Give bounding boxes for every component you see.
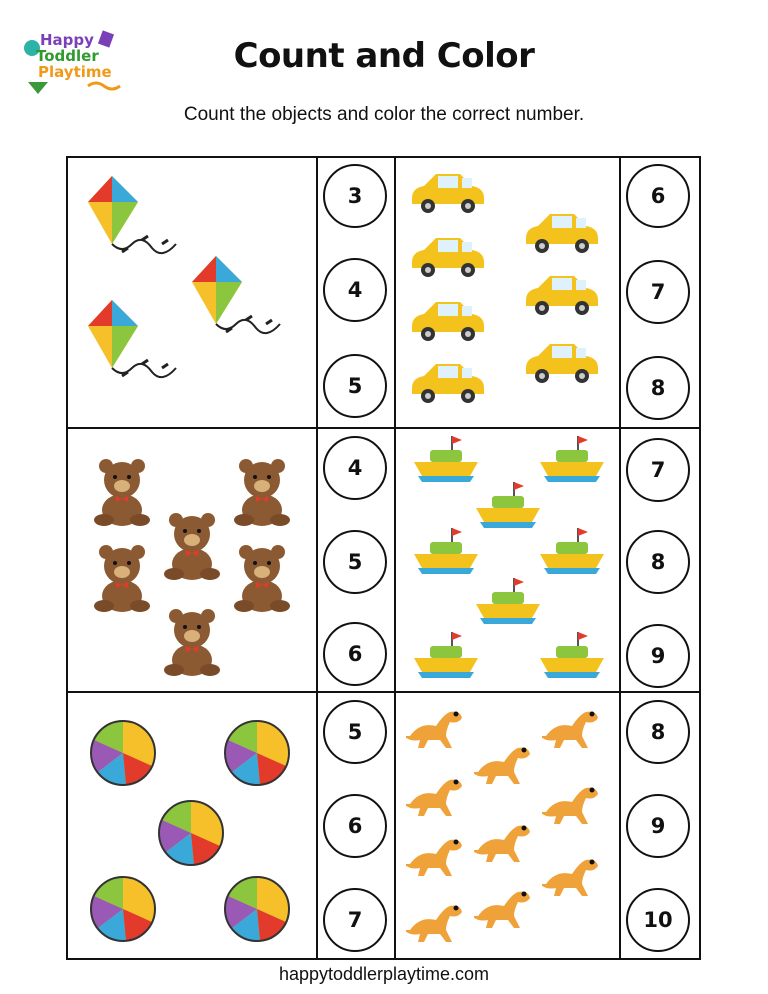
beach-ball-icon	[224, 876, 290, 946]
brand-line3: Playtime	[38, 63, 112, 81]
kite-icon	[86, 174, 196, 288]
toy-boat-icon	[474, 478, 542, 536]
toy-boat-icon	[538, 524, 606, 582]
toy-dinosaur-icon	[542, 854, 602, 902]
toy-car-icon	[522, 270, 602, 322]
toy-car-icon	[522, 338, 602, 390]
toy-car-icon	[408, 168, 488, 220]
answer-option[interactable]: 7	[323, 888, 387, 952]
answer-option[interactable]: 8	[626, 530, 690, 594]
toy-dinosaur-icon	[474, 886, 534, 934]
toy-dinosaur-icon	[542, 782, 602, 830]
toy-dinosaur-icon	[406, 706, 466, 754]
teddy-bear-icon	[90, 544, 154, 618]
kite-icon	[86, 298, 196, 412]
answer-option[interactable]: 10	[626, 888, 690, 952]
brand-line2: Toddler	[36, 47, 99, 65]
toy-car-icon	[408, 232, 488, 284]
toy-boat-icon	[412, 524, 480, 582]
answer-option[interactable]: 7	[626, 438, 690, 502]
answer-option[interactable]: 5	[323, 700, 387, 764]
answer-option[interactable]: 6	[323, 622, 387, 686]
teddy-bear-icon	[90, 458, 154, 532]
toy-boat-icon	[412, 432, 480, 490]
answer-option[interactable]: 6	[626, 164, 690, 228]
teddy-bear-icon	[230, 544, 294, 618]
answer-option[interactable]: 7	[626, 260, 690, 324]
beach-ball-icon	[224, 720, 290, 790]
worksheet-grid	[66, 156, 701, 960]
divider	[619, 158, 621, 958]
teddy-bear-icon	[230, 458, 294, 532]
divider	[68, 691, 699, 693]
toy-boat-icon	[538, 432, 606, 490]
answer-option[interactable]: 9	[626, 624, 690, 688]
toy-dinosaur-icon	[406, 900, 466, 948]
toy-boat-icon	[538, 628, 606, 686]
toy-dinosaur-icon	[406, 774, 466, 822]
toy-dinosaur-icon	[474, 742, 534, 790]
page-title: Count and Color	[233, 36, 535, 76]
answer-option[interactable]: 8	[626, 356, 690, 420]
answer-option[interactable]: 6	[323, 794, 387, 858]
answer-option[interactable]: 5	[323, 354, 387, 418]
kite-icon	[190, 254, 300, 368]
toy-car-icon	[408, 296, 488, 348]
divider	[394, 158, 396, 958]
brand-line1: Happy	[40, 31, 94, 49]
teddy-bear-icon	[160, 512, 224, 586]
answer-option[interactable]: 3	[323, 164, 387, 228]
beach-ball-icon	[90, 720, 156, 790]
teddy-bear-icon	[160, 608, 224, 682]
beach-ball-icon	[158, 800, 224, 870]
answer-option[interactable]: 8	[626, 700, 690, 764]
beach-ball-icon	[90, 876, 156, 946]
toy-dinosaur-icon	[406, 834, 466, 882]
answer-option[interactable]: 4	[323, 258, 387, 322]
footer-url: happytoddlerplaytime.com	[278, 964, 490, 984]
answer-option[interactable]: 5	[323, 530, 387, 594]
toy-boat-icon	[412, 628, 480, 686]
answer-option[interactable]: 4	[323, 436, 387, 500]
answer-option[interactable]: 9	[626, 794, 690, 858]
toy-dinosaur-icon	[474, 820, 534, 868]
toy-boat-icon	[474, 574, 542, 632]
divider	[316, 158, 318, 958]
divider	[68, 427, 699, 429]
toy-dinosaur-icon	[542, 706, 602, 754]
toy-car-icon	[522, 208, 602, 260]
toy-car-icon	[408, 358, 488, 410]
instructions: Count the objects and color the correct number.	[183, 104, 585, 125]
